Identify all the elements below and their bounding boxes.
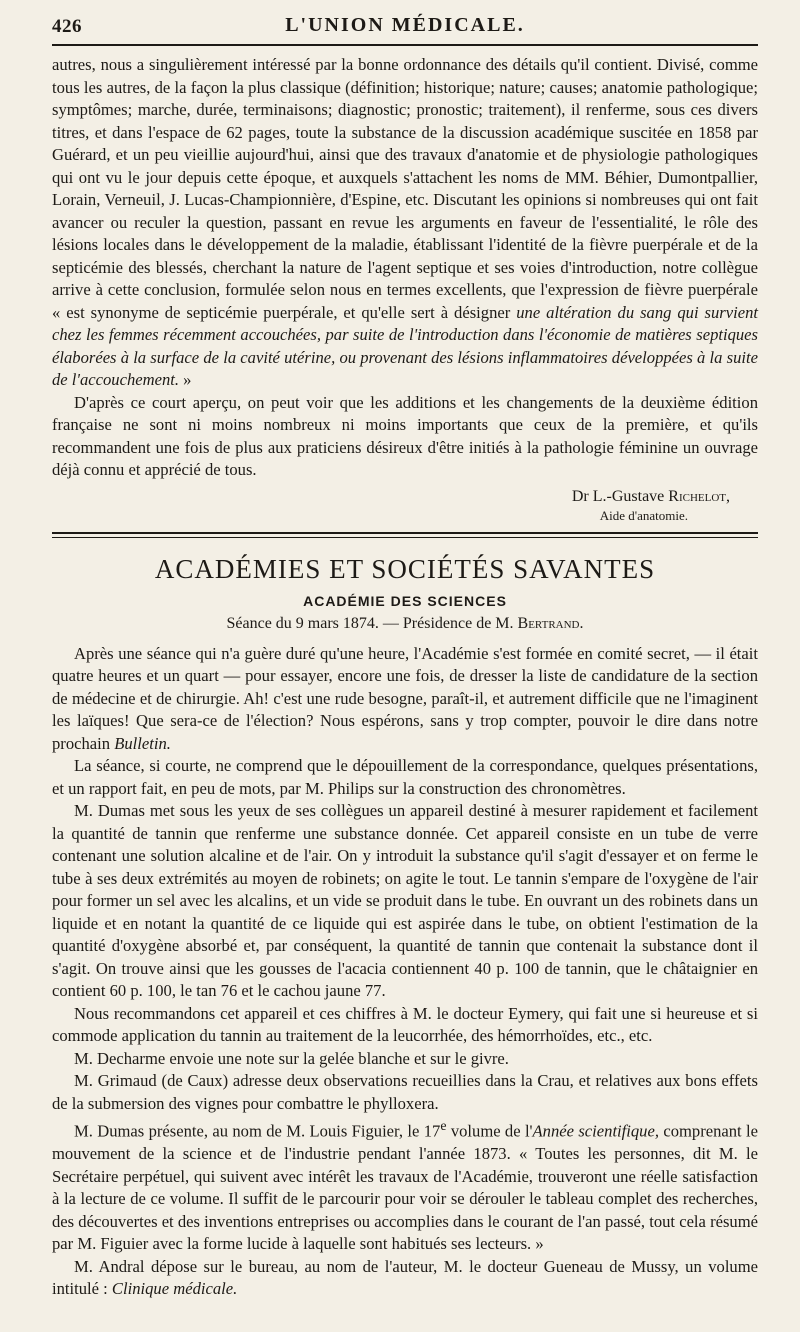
academie-paragraph-2: La séance, si courte, ne comprend que le dépouillement de la correspondance, quelques présentations, et un rapport fait, en peu de mots, par M. Philips sur la construction des chronomètres. [52, 756, 758, 798]
academie-report [52, 643, 758, 1301]
journal-title: L'UNION MÉDICALE. [285, 14, 525, 36]
review-quote: une altération du sang qui survient chez les femmes récemment accouchées, par suite de l'introduction dans l'économie de matières septiques élaborées à la surface de la cavité utérine, ou provenant des lésions inflammatoires développées à la suite de l'accouchement. [52, 302, 759, 389]
book-review [52, 46, 758, 524]
academie-paragraph-1: Après une séance qui n'a guère duré qu'une heure, l'Académie s'est formée en comité secret, — il était quatre heures et un quart — pour essayer, encore une fois, de dresser la liste de candidature de la section de médecine et de chirurgie. Ah! c'est une rude besogne, paraît-il, et autrement difficile que ne l'imaginent les laïques! Que sera-ce de l'élection? Nous espérons, sans y trop compter, pouvoir le dire dans notre prochain Bulletin. [52, 643, 758, 753]
subsection-title: ACADÉMIE DES SCIENCES [303, 592, 507, 609]
academie-paragraph-3: M. Dumas met sous les yeux de ses collègues un appareil destiné à mesurer rapidement et facilement la quantité de tannin que renferme une substance donnée. Cet appareil consiste en un tube de verre contenant une solution alcaline et de l'air. On y introduit la substance qu'il s'agit d'essayer et on ferme le tube à ses deux extrémités au moyen de robinets; on agite le tout. Le tannin s'empare de l'oxygène de l'air pour former un sel avec les alcalins, et un vide se produit dans le tube. En ouvrant un des robinets dans un liquide et en notant la quantité de ce liquide qui est aspirée dans le tube, on obtient l'estimation de la quantité d'oxygène absorbé et, par conséquent, la quantité de tannin que contenait la substance dont il s'agit. On trouve ainsi que les gousses de l'acacia contiennent 40 p. 100 de tannin, que le châtaignier en contient 60 p. 100, le tan 76 et le cachou jaune 77. [52, 801, 758, 1000]
session-line: Séance du 9 mars 1874. — Présidence de M. Bertrand. [226, 614, 584, 632]
signature-name: Richelot, [668, 487, 730, 505]
academie-paragraph-6: M. Grimaud (de Caux) adresse deux observations recueillies dans la Crau, et relatives aux bons effets de la submersion des vignes pour combattre le phylloxera. [52, 1071, 758, 1113]
signature-role: Aide d'anatomie. [599, 507, 688, 523]
academie-paragraph-5: M. Decharme envoie une note sur la gelée blanche et sur le givre. [74, 1048, 509, 1068]
academie-paragraph-8: M. Andral dépose sur le bureau, au nom de l'auteur, M. le docteur Gueneau de Mussy, un volume intitulé : Clinique médicale. [52, 1256, 758, 1299]
review-paragraph-2: D'après ce court aperçu, on peut voir que les additions et les changements de la deuxième édition française ne sont ni moins nombreux ni moins importants que ceux de la première, et qu'ils recommandent une fois de plus aux praticiens désireux d'être initiés à la pathologie féminine un ouvrage déjà connu et apprécié de tous. [52, 392, 758, 479]
section-title: ACADÉMIES ET SOCIÉTÉS SAVANTES [154, 553, 656, 584]
review-paragraph-1: autres, nous a singulièrement intéressé par la bonne ordonnance des détails qu'il contient. Divisé, comme tous les autres, de la façon la plus classique (définition; historique; nature; causes; anatomie pathologique; symptômes; marche, durée, terminaisons; diagnostic; pronostic; traitement), il renferme, sous ces divers titres, et dans l'espace de 62 pages, toute la substance de la discussion académique suscitée en 1858 par Guérard, et un peu vieillie aujourd'hui, ainsi que des travaux d'anatomie et de physiologie pathologiques qui ont vu le jour depuis cette époque, et auxquels s'attachent les noms de MM. Béhier, Dumontpallier, Lorain, Verneuil, J. Lucas-Championnière, d'Espine, etc. Discutant les opinions si nombreuses qui ont fait avancer ou reculer la question, passant en revue les arguments en faveur de l'essentialité, le rôle des lésions locales dans le développement de la maladie, établissant l'identité de la fièvre puerpérale et de la septicémie des blessés, cherchant la nature de l'agent septique et ses voies d'introduction, notre collègue arrive à cette conclusion, formulée selon nous en termes excellents, que l'expression de fièvre puerpérale « est synonyme de septicémie puerpérale, et qu'elle sert à désigner une altération du sang qui survient chez les femmes récemment accouchées, par suite de l'introduction dans l'économie de matières septiques élaborées à la surface de la cavité utérine, ou provenant des lésions inflammatoires développées à la suite de l'accouchement. » [52, 55, 759, 389]
page-header [52, 0, 758, 36]
academie-paragraph-4: Nous recommandons cet appareil et ces chiffres à M. le docteur Eymery, qui fait une si heureuse et si commode application du tannin au traitement de la leucorrhée, des hémorrhoïdes, etc., etc. [52, 1003, 758, 1045]
academie-paragraph-7: M. Dumas présente, au nom de M. Louis Figuier, le 17e volume de l'Année scientifique, comprenant le mouvement de la science et de l'industrie pendant l'année 1873. « Toutes les personnes, dit M. le Secrétaire perpétuel, qui suivent avec intérêt les travaux de l'Académie, trouveront une réelle satisfaction à la lecture de ce volume. Il suffit de le parcourir pour voir se dérouler le tableau complet des recherches, des découvertes et des inventions entreprises ou accomplies dans le courant de l'an passé, tout cela résumé par M. Figuier avec la forme lucide à laquelle sont habitués ses lecteurs. » [52, 1118, 758, 1254]
session-president: Bertrand. [517, 614, 584, 632]
page-number: 426 [52, 16, 82, 37]
signature: Dr L.-Gustave Richelot, [571, 487, 730, 505]
section-rule [52, 532, 758, 538]
